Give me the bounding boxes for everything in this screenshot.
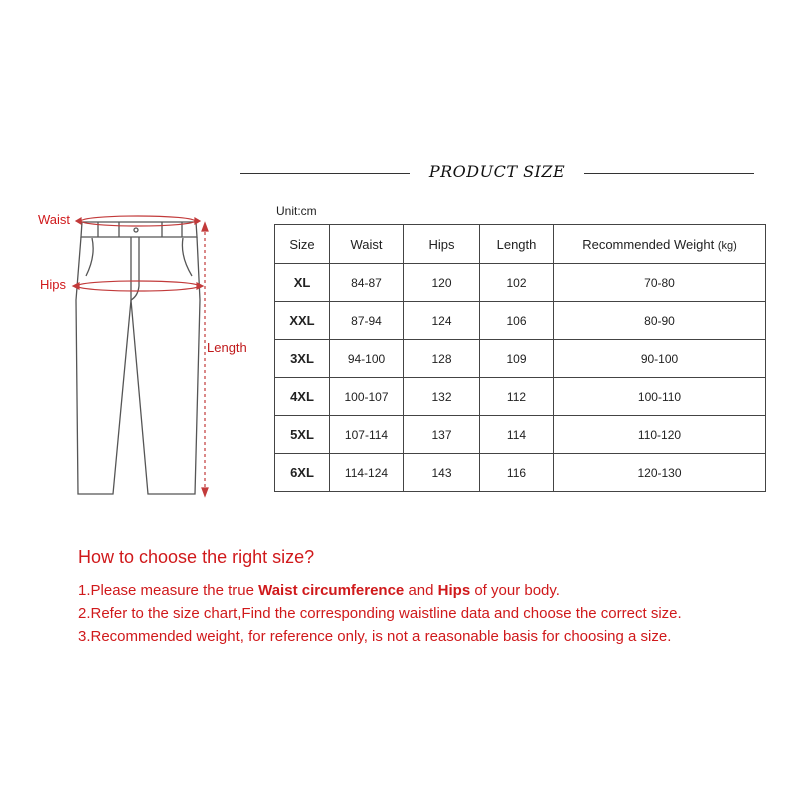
header-divider-left bbox=[240, 173, 410, 174]
length-cell: 109 bbox=[480, 340, 554, 378]
tip-1-suffix: of your body. bbox=[470, 582, 560, 599]
size-cell: 3XL bbox=[275, 340, 330, 378]
waist-measure-mark bbox=[76, 216, 200, 226]
col-header-weight bbox=[554, 225, 766, 264]
table-row bbox=[275, 302, 766, 340]
pants-diagram bbox=[30, 200, 230, 505]
header-divider-right bbox=[584, 173, 754, 174]
weight-header-label: Recommended Weight bbox=[582, 236, 715, 252]
table-row bbox=[275, 340, 766, 378]
tip-3: 3.Recommended weight, for reference only, is not a reasonable basis for choosing a size. bbox=[78, 628, 672, 645]
col-header-size: Size bbox=[275, 225, 330, 264]
size-cell: XXL bbox=[275, 302, 330, 340]
tip-2: 2.Refer to the size chart,Find the corresponding waistline data and choose the correct size. bbox=[78, 605, 682, 622]
length-cell: 112 bbox=[480, 378, 554, 416]
table-row bbox=[275, 264, 766, 302]
col-header-waist: Waist bbox=[330, 225, 404, 264]
tip-1-middle: and bbox=[404, 582, 438, 599]
size-cell: 4XL bbox=[275, 378, 330, 416]
waist-cell: 94-100 bbox=[330, 340, 404, 378]
weight-cell: 70-80 bbox=[554, 264, 766, 302]
length-measure-mark bbox=[202, 223, 208, 496]
tip-1 bbox=[78, 582, 560, 599]
col-header-hips: Hips bbox=[404, 225, 480, 264]
table-row bbox=[275, 416, 766, 454]
size-table bbox=[274, 224, 766, 492]
size-cell: XL bbox=[275, 264, 330, 302]
hips-cell: 137 bbox=[404, 416, 480, 454]
col-header-length: Length bbox=[480, 225, 554, 264]
hips-cell: 120 bbox=[404, 264, 480, 302]
waist-cell: 107-114 bbox=[330, 416, 404, 454]
weight-cell: 100-110 bbox=[554, 378, 766, 416]
waist-cell: 87-94 bbox=[330, 302, 404, 340]
table-header-row bbox=[275, 225, 766, 264]
waist-cell: 84-87 bbox=[330, 264, 404, 302]
waist-cell: 100-107 bbox=[330, 378, 404, 416]
tip-1-hips-emphasis: Hips bbox=[437, 582, 471, 599]
length-label: Length bbox=[207, 340, 247, 355]
size-cell: 5XL bbox=[275, 416, 330, 454]
table-row bbox=[275, 378, 766, 416]
hips-label: Hips bbox=[40, 277, 67, 292]
hips-cell: 124 bbox=[404, 302, 480, 340]
waist-cell: 114-124 bbox=[330, 454, 404, 492]
hips-cell: 128 bbox=[404, 340, 480, 378]
weight-cell: 90-100 bbox=[554, 340, 766, 378]
size-cell: 6XL bbox=[275, 454, 330, 492]
length-cell: 106 bbox=[480, 302, 554, 340]
weight-cell: 120-130 bbox=[554, 454, 766, 492]
tip-1-waist-emphasis: Waist circumference bbox=[258, 582, 405, 599]
table-row bbox=[275, 454, 766, 492]
hips-cell: 143 bbox=[404, 454, 480, 492]
unit-label: Unit:cm bbox=[276, 204, 317, 218]
howto-title: How to choose the right size? bbox=[78, 547, 315, 567]
waist-label: Waist bbox=[38, 212, 71, 227]
tip-1-prefix: 1.Please measure the true bbox=[78, 582, 259, 599]
pants-outline bbox=[76, 222, 200, 494]
length-cell: 114 bbox=[480, 416, 554, 454]
weight-cell: 110-120 bbox=[554, 416, 766, 454]
weight-cell: 80-90 bbox=[554, 302, 766, 340]
length-cell: 116 bbox=[480, 454, 554, 492]
weight-header-unit: (kg) bbox=[717, 239, 737, 252]
length-cell: 102 bbox=[480, 264, 554, 302]
hips-cell: 132 bbox=[404, 378, 480, 416]
page-title: PRODUCT SIZE bbox=[428, 162, 566, 181]
